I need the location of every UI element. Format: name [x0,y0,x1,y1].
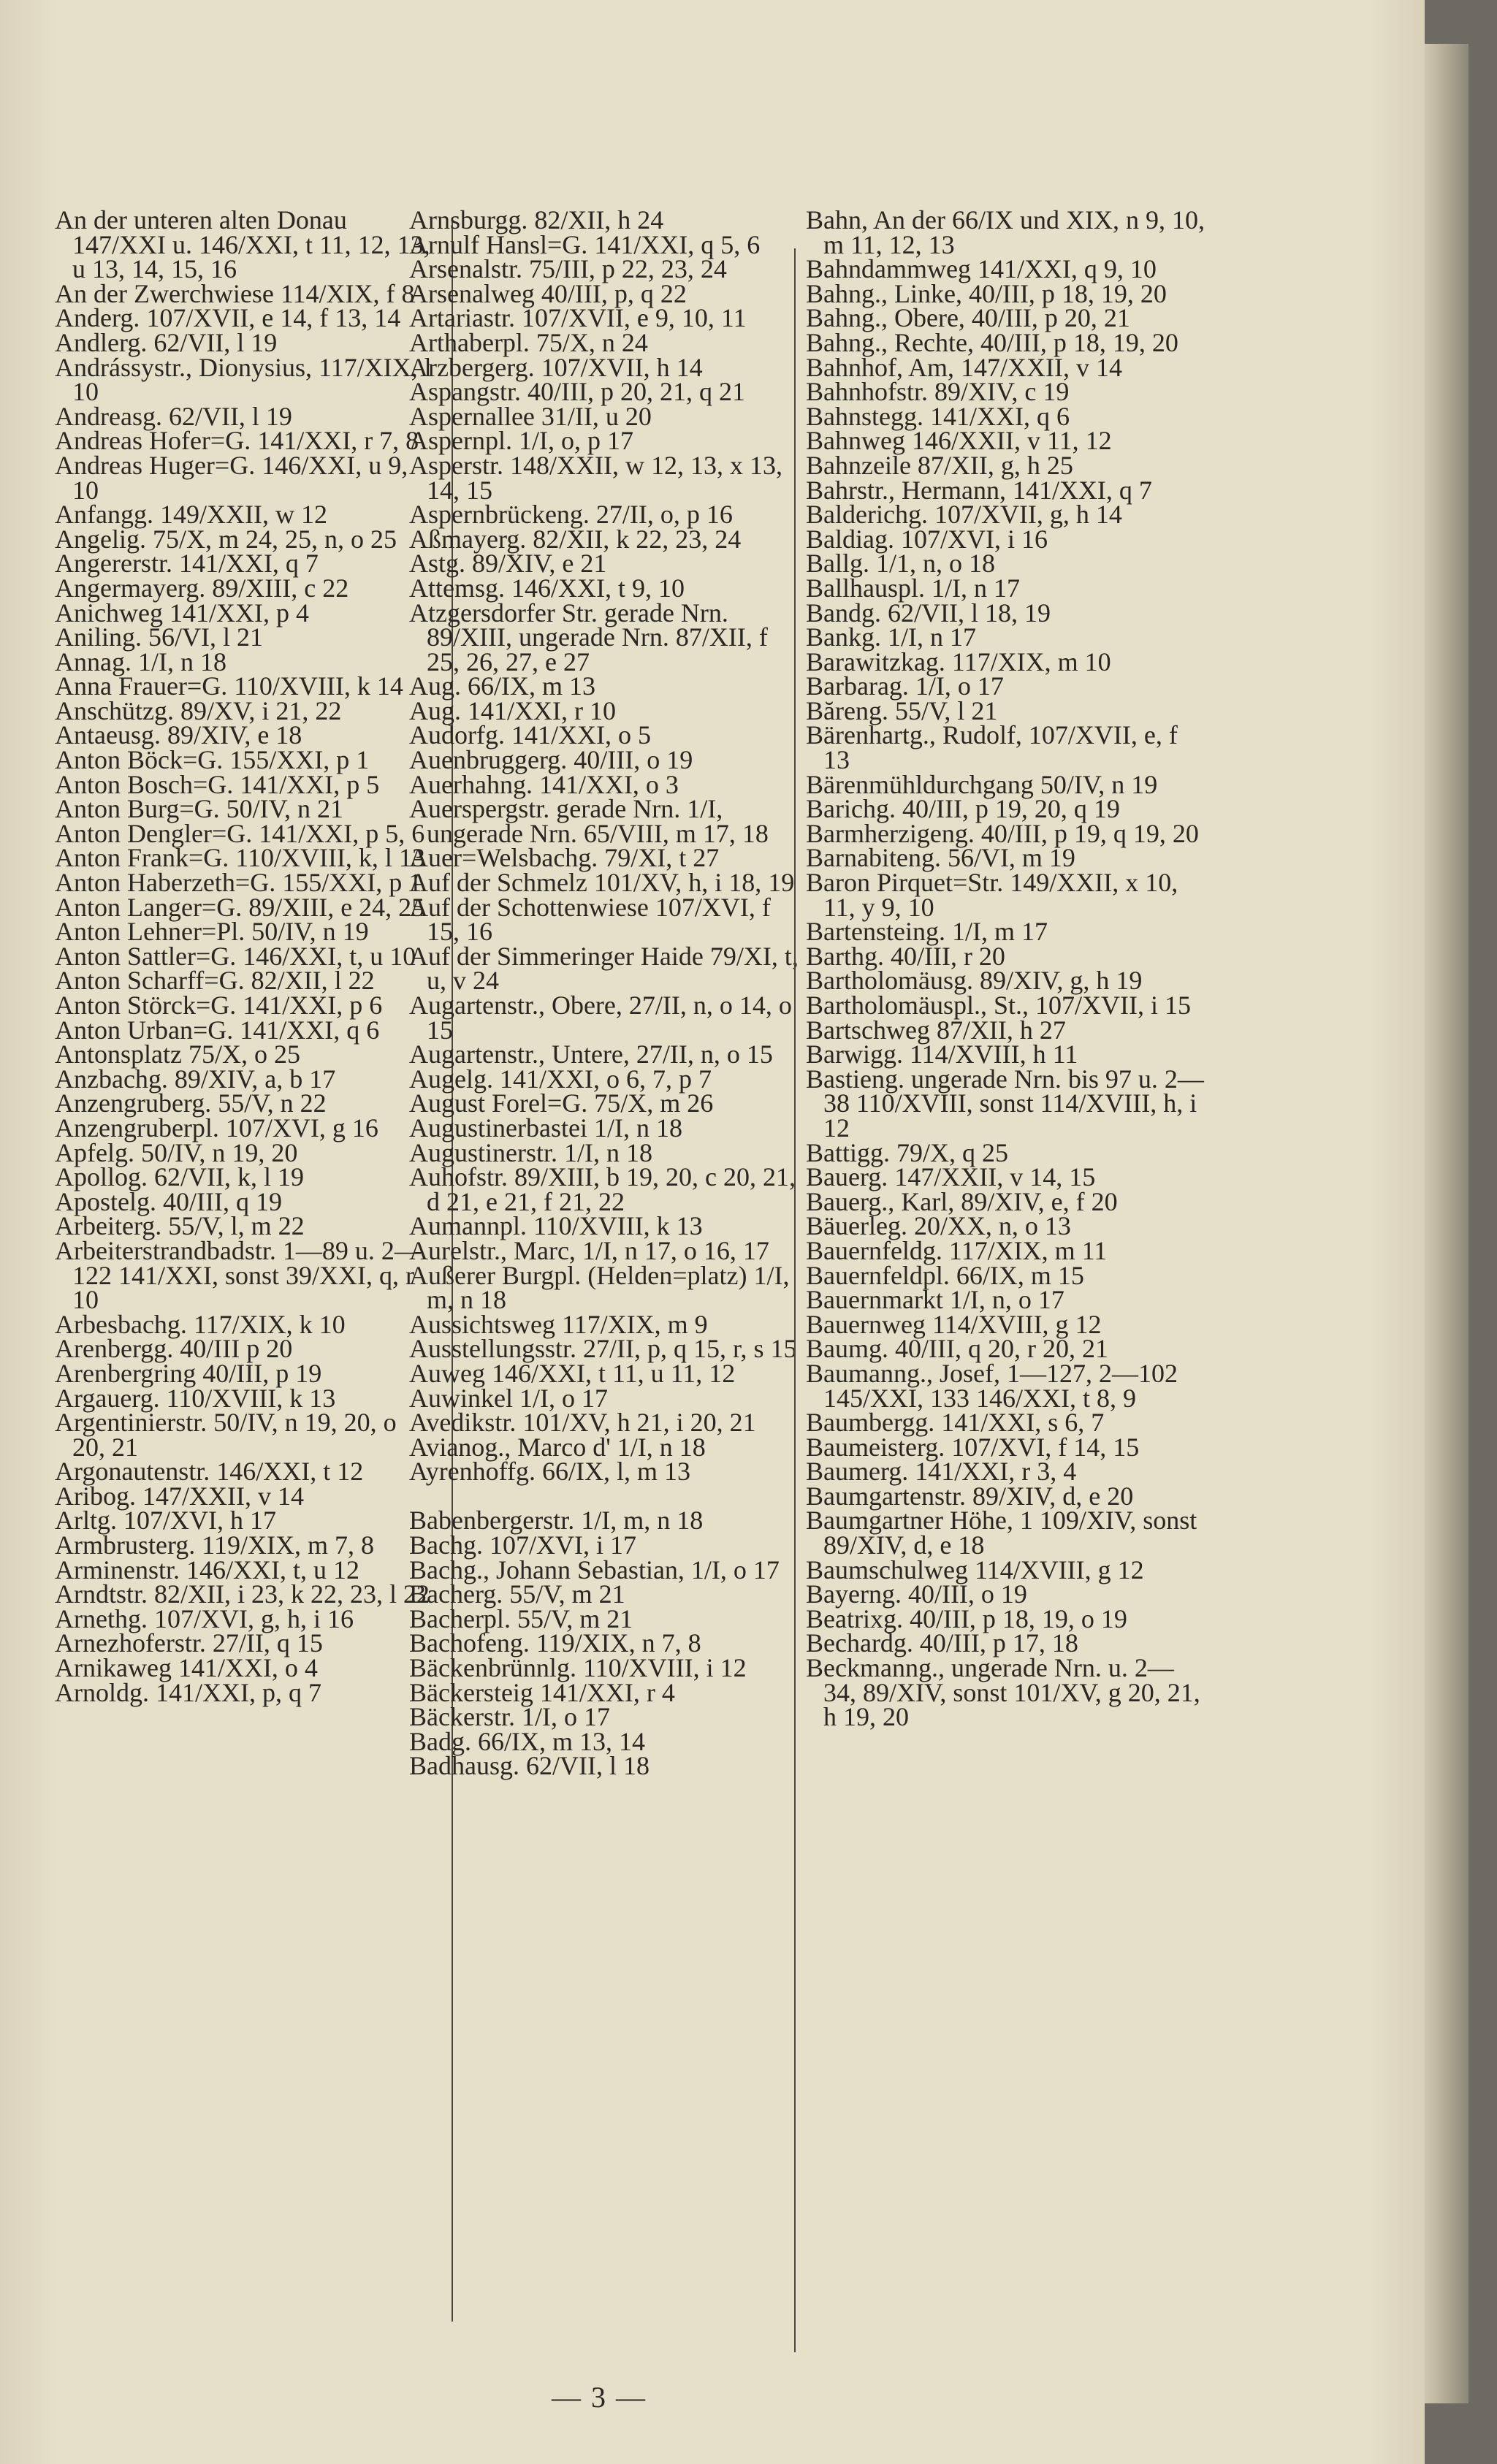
street-entry: Anton Scharff=G. 82/XII, l 22 [55,966,375,996]
street-entry: Bäckerstr. 1/I, o 17 [409,1702,610,1732]
street-entry: Barwigg. 114/XVIII, h 11 [806,1040,1078,1069]
street-entry: Arbesbachg. 117/XIX, k 10 [55,1309,346,1339]
street-entry: Audorfg. 141/XXI, o 5 [409,720,651,750]
street-entry: Aurelstr., Marc, 1/I, n 17, o 16, 17 [409,1235,769,1265]
street-entry: Auhofstr. 89/XIII, b 19, 20, c 20, 21, d 21, e 21, f 21, 22 [409,1162,796,1216]
street-entry: Băreng. 55/V, l 21 [806,695,998,725]
street-entry: Anton Urban=G. 141/XXI, q 6 [55,1015,380,1045]
street-entry: Babenbergerstr. 1/I, m, n 18 [409,1506,704,1536]
street-entry: Auerspergstr. gerade Nrn. 1/I, ungerade Nrn. 65/VIII, m 17, 18 [409,794,769,848]
street-entry: Baron Pirquet=Str. 149/XXII, x 10, 11, y 9, 10 [806,868,1178,922]
street-entry: Arenbergg. 40/III p 20 [55,1334,293,1364]
street-entry: Bahnhofstr. 89/XIV, c 19 [806,377,1070,407]
street-entry: Aspernbrückeng. 27/II, o, p 16 [409,500,733,530]
street-entry: Bahnzeile 87/XII, g, h 25 [806,450,1073,480]
street-entry: Andrássystr., Dionysius, 117/XIX, l 10 [55,352,432,407]
street-entry: Auf der Schmelz 101/XV, h, i 18, 19 [409,868,795,898]
street-entry: Bastieng. ungerade Nrn. bis 97 u. 2—38 110/XVIII, sonst 114/XVIII, h, i 12 [806,1064,1204,1143]
street-entry: Arzbergerg. 107/XVII, h 14 [409,352,703,382]
street-entry: Aspernpl. 1/I, o, p 17 [409,426,633,456]
street-entry: Bäuerleg. 20/XX, n, o 13 [806,1211,1071,1241]
street-entry: Anschützg. 89/XV, i 21, 22 [55,695,342,725]
column-2 [409,208,800,2312]
street-entry: Barmherzigeng. 40/III, p 19, q 19, 20 [806,818,1199,848]
street-entry: Anderg. 107/XVII, e 14, f 13, 14 [55,303,401,333]
street-entry: Barthg. 40/III, r 20 [806,941,1005,971]
column-divider-right [794,248,796,2352]
street-entry: Auenbruggerg. 40/III, o 19 [409,745,693,775]
street-entry: Baumgartner Höhe, 1 109/XIV, sonst 89/XIV, d, e 18 [806,1506,1197,1560]
street-entry: Anfangg. 149/XXII, w 12 [55,500,327,530]
street-entry: Arsenalstr. 75/III, p 22, 23, 24 [409,254,727,284]
street-entry: Anna Frauer=G. 110/XVIII, k 14 [55,671,403,701]
street-entry: Außerer Burgpl. (Helden=platz) 1/I, m, n 18 [409,1260,790,1315]
street-entry: Auwinkel 1/I, o 17 [409,1383,608,1413]
street-entry: Bachofeng. 119/XIX, n 7, 8 [409,1628,701,1658]
street-entry: Bechardg. 40/III, p 17, 18 [806,1628,1078,1658]
street-entry: Baumbergg. 141/XXI, s 6, 7 [806,1408,1105,1438]
street-entry: Augartenstr., Untere, 27/II, n, o 15 [409,1040,773,1069]
street-entry: Bärenmühldurchgang 50/IV, n 19 [806,769,1158,799]
street-entry: Anton Frank=G. 110/XVIII, k, l 13 [55,843,425,873]
street-entry: Baumeisterg. 107/XVI, f 14, 15 [806,1432,1140,1462]
street-entry: Anton Langer=G. 89/XIII, e 24, 25 [55,892,425,922]
street-entry: Baumschulweg 114/XVIII, g 12 [806,1555,1144,1584]
street-entry: Avianog., Marco d' 1/I, n 18 [409,1432,706,1462]
street-entry: Bankg. 1/I, n 17 [806,622,976,652]
column-3 [806,208,1206,2312]
street-entry: Angererstr. 141/XXI, q 7 [55,549,319,579]
street-entry: Anton Lehner=Pl. 50/IV, n 19 [55,917,369,947]
street-entry: An der Zwerchwiese 114/XIX, f 8 [55,278,415,308]
street-entry: Anzengruberg. 55/V, n 22 [55,1088,327,1118]
street-entry: Augartenstr., Obere, 27/II, n, o 14, o 15 [409,991,792,1045]
street-entry: Bauernmarkt 1/I, n, o 17 [806,1285,1064,1315]
street-entry: Astg. 89/XIV, e 21 [409,549,607,579]
street-entry: Arnezhoferstr. 27/II, q 15 [55,1628,323,1658]
street-entry: Barawitzkag. 117/XIX, m 10 [806,646,1111,676]
street-entry: Angermayerg. 89/XIII, c 22 [55,573,349,603]
street-entry: Anton Störck=G. 141/XXI, p 6 [55,991,383,1020]
street-entry: Bahn, An der 66/IX und XIX, n 9, 10, m 11, 12, 13 [806,208,1205,259]
street-entry: Bauernfeldg. 117/XIX, m 11 [806,1235,1108,1265]
street-entry: Apollog. 62/VII, k, l 19 [55,1162,304,1192]
street-entry: Bauerg. 147/XXII, v 14, 15 [806,1162,1096,1192]
street-entry: Bartholomäuspl., St., 107/XVII, i 15 [806,991,1191,1020]
street-entry: Bahrstr., Hermann, 141/XXI, q 7 [806,475,1152,505]
street-entry: Argauerg. 110/XVIII, k 13 [55,1383,336,1413]
street-entry: Bayerng. 40/III, o 19 [806,1579,1027,1609]
street-entry: Andreas Hofer=G. 141/XXI, r 7, 8 [55,426,419,456]
street-entry: Arenbergring 40/III, p 19 [55,1358,322,1388]
street-entry: Badhausg. 62/VII, l 18 [409,1751,650,1781]
street-entry: Artariastr. 107/XVII, e 9, 10, 11 [409,303,747,333]
street-entry: Baumg. 40/III, q 20, r 20, 21 [806,1334,1108,1364]
street-entry: Bahnhof, Am, 147/XXII, v 14 [806,352,1122,382]
street-entry: Arnsburgg. 82/XII, h 24 [409,208,664,234]
street-entry: Beatrixg. 40/III, p 18, 19, o 19 [806,1603,1127,1633]
street-entry: Apfelg. 50/IV, n 19, 20 [55,1137,298,1167]
page-edge [1425,44,1469,2403]
street-entry: Bahng., Rechte, 40/III, p 18, 19, 20 [806,327,1178,357]
street-entry: Annag. 1/I, n 18 [55,646,226,676]
street-entry: Barbarag. 1/I, o 17 [806,671,1004,701]
street-entry: Angelig. 75/X, m 24, 25, n, o 25 [55,524,397,554]
street-entry: August Forel=G. 75/X, m 26 [409,1088,714,1118]
street-entry: Baumanng., Josef, 1—127, 2—102 145/XXI, 133 146/XXI, t 8, 9 [806,1358,1178,1413]
street-entry: Bachg., Johann Sebastian, 1/I, o 17 [409,1555,780,1584]
street-entry: Aspangstr. 40/III, p 20, 21, q 21 [409,377,745,407]
street-entry: Bartschweg 87/XII, h 27 [806,1015,1066,1045]
street-entry: Arminenstr. 146/XXI, t, u 12 [55,1555,359,1584]
street-entry: Aniling. 56/VI, l 21 [55,622,263,652]
street-entry: Baumgartenstr. 89/XIV, d, e 20 [806,1481,1134,1511]
street-entry: Andlerg. 62/VII, l 19 [55,327,278,357]
street-entry: Arnethg. 107/XVI, g, h, i 16 [55,1603,354,1633]
street-entry: Anzengruberpl. 107/XVI, g 16 [55,1113,378,1143]
street-entry: Aug. 141/XXI, r 10 [409,695,616,725]
street-entry: Bauerg., Karl, 89/XIV, e, f 20 [806,1186,1118,1216]
street-entry: Anzbachg. 89/XIV, a, b 17 [55,1064,336,1094]
street-entry: Baumerg. 141/XXI, r 3, 4 [806,1457,1077,1487]
street-entry: An der unteren alten Donau 147/XXI u. 146/XXI, t 11, 12, 13, u 13, 14, 15, 16 [55,208,430,284]
street-entry: Andreas Huger=G. 146/XXI, u 9, 10 [55,450,408,505]
street-entry: Augustinerstr. 1/I, n 18 [409,1137,652,1167]
street-entry: Arbeiterstrandbadstr. 1—89 u. 2—122 141/XXI, sonst 39/XXI, q, r 10 [55,1235,421,1315]
street-entry: Arsenalweg 40/III, p, q 22 [409,278,687,308]
street-entry [409,1484,800,1509]
street-entry: Bauernweg 114/XVIII, g 12 [806,1309,1102,1339]
street-entry: Auer=Welsbachg. 79/XI, t 27 [409,843,720,873]
street-entry: Argonautenstr. 146/XXI, t 12 [55,1457,364,1487]
street-entry: Aussichtsweg 117/XIX, m 9 [409,1309,708,1339]
street-entry: Bartholomäusg. 89/XIV, g, h 19 [806,966,1143,996]
street-entry: Badg. 66/IX, m 13, 14 [409,1726,645,1756]
street-entry: Aug. 66/IX, m 13 [409,671,595,701]
street-entry: Anton Böck=G. 155/XXI, p 1 [55,745,370,775]
street-entry: Bandg. 62/VII, l 18, 19 [806,598,1051,628]
street-entry: Atzgersdorfer Str. gerade Nrn. 89/XIII, ungerade Nrn. 87/XII, f 25, 26, 27, e 27 [409,598,768,676]
street-entry: Attemsg. 146/XXI, t 9, 10 [409,573,685,603]
street-entry: Arbeiterg. 55/V, l, m 22 [55,1211,305,1241]
street-entry: Anichweg 141/XXI, p 4 [55,598,309,628]
street-entry: Auf der Simmeringer Haide 79/XI, t, u, v 24 [409,941,799,996]
street-entry: Arndtstr. 82/XII, i 23, k 22, 23, l 22 [55,1579,430,1609]
street-entry: Ausstellungsstr. 27/II, p, q 15, r, s 15 [409,1334,797,1364]
street-entry: Anton Bosch=G. 141/XXI, p 5 [55,769,380,799]
street-entry: Bahnweg 146/XXII, v 11, 12 [806,426,1112,456]
street-entry: Argentinierstr. 50/IV, n 19, 20, o 20, 21 [55,1408,397,1462]
street-entry: Armbrusterg. 119/XIX, m 7, 8 [55,1530,374,1560]
street-entry: Aspernallee 31/II, u 20 [409,401,652,431]
street-entry: Bacherpl. 55/V, m 21 [409,1603,633,1633]
street-entry: Arltg. 107/XVI, h 17 [55,1506,276,1536]
street-entry: Bahng., Obere, 40/III, p 20, 21 [806,303,1130,333]
street-entry: Anton Sattler=G. 146/XXI, t, u 10 [55,941,416,971]
street-entry: Balderichg. 107/XVII, g, h 14 [806,500,1122,530]
street-entry: Arnikaweg 141/XXI, o 4 [55,1653,318,1683]
street-entry: Antonsplatz 75/X, o 25 [55,1040,300,1069]
street-entry: Aribog. 147/XXII, v 14 [55,1481,304,1511]
street-entry: Augustinerbastei 1/I, n 18 [409,1113,682,1143]
street-entry: Auerhahng. 141/XXI, o 3 [409,769,679,799]
street-entry: Arnulf Hansl=G. 141/XXI, q 5, 6 [409,229,761,259]
street-entry: Barnabiteng. 56/VI, m 19 [806,843,1075,873]
street-entry: Bacherg. 55/V, m 21 [409,1579,625,1609]
street-entry: Aßmayerg. 82/XII, k 22, 23, 24 [409,524,742,554]
street-entry: Barichg. 40/III, p 19, 20, q 19 [806,794,1120,824]
street-entry: Apostelg. 40/III, q 19 [55,1186,282,1216]
street-entry: Bahndammweg 141/XXI, q 9, 10 [806,254,1157,284]
street-entry: Anton Burg=G. 50/IV, n 21 [55,794,343,824]
street-entry: Avedikstr. 101/XV, h 21, i 20, 21 [409,1408,756,1438]
street-entry: Bärenhartg., Rudolf, 107/XVII, e, f 13 [806,720,1178,775]
street-entry: Aumannpl. 110/XVIII, k 13 [409,1211,703,1241]
street-entry: Bäckenbrünnlg. 110/XVIII, i 12 [409,1653,747,1683]
street-entry: Auf der Schottenwiese 107/XVI, f 15, 16 [409,892,771,947]
street-entry: Bauernfeldpl. 66/IX, m 15 [806,1260,1084,1290]
street-entry: Arthaberpl. 75/X, n 24 [409,327,648,357]
street-entry: Bachg. 107/XVI, i 17 [409,1530,636,1560]
street-entry: Bahng., Linke, 40/III, p 18, 19, 20 [806,278,1167,308]
street-entry: Battigg. 79/X, q 25 [806,1137,1008,1167]
street-entry: Antaeusg. 89/XIV, e 18 [55,720,302,750]
street-entry: Arnoldg. 141/XXI, p, q 7 [55,1677,321,1707]
street-entry: Beckmanng., ungerade Nrn. u. 2—34, 89/XIV, sonst 101/XV, g 20, 21, h 19, 20 [806,1653,1200,1732]
street-entry: Ballhauspl. 1/I, n 17 [806,573,1020,603]
street-entry: Anton Haberzeth=G. 155/XXI, p 1 [55,868,422,898]
street-entry: Auweg 146/XXI, t 11, u 11, 12 [409,1358,736,1388]
street-entry: Bartensteing. 1/I, m 17 [806,917,1048,947]
street-entry: Ballg. 1/1, n, o 18 [806,549,995,579]
street-entry: Andreasg. 62/VII, l 19 [55,401,292,431]
street-entry: Baldiag. 107/XVI, i 16 [806,524,1048,554]
page-number: — 3 — [552,2381,647,2414]
street-entry: Bahnstegg. 141/XXI, q 6 [806,401,1070,431]
street-entry: Ayrenhoffg. 66/IX, l, m 13 [409,1457,690,1487]
street-entry: Asperstr. 148/XXII, w 12, 13, x 13, 14, 15 [409,450,782,505]
street-entry: Anton Dengler=G. 141/XXI, p 5, 6 [55,818,425,848]
street-entry: Bäckersteig 141/XXI, r 4 [409,1677,675,1707]
street-entry: Augelg. 141/XXI, o 6, 7, p 7 [409,1064,712,1094]
column-1 [55,208,435,2312]
